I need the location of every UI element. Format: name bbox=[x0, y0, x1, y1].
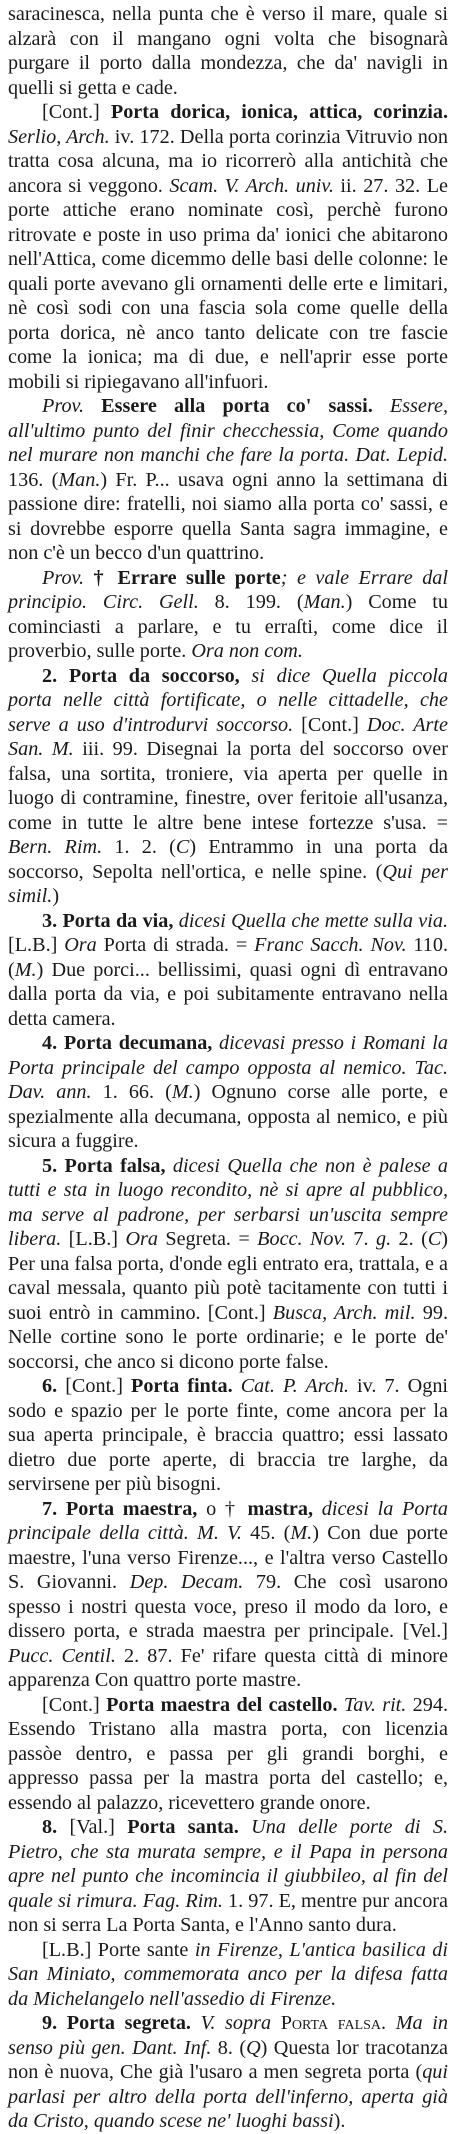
entry-italic-text: Busca, Arch. mil. bbox=[272, 1301, 416, 1324]
dictionary-entry bbox=[8, 1031, 448, 1154]
dictionary-entry bbox=[8, 566, 448, 664]
entry-italic-text: dicevasi presso i Romani la Porta principale del campo opposta al nemico. Tac. Dav. ann. bbox=[8, 1032, 448, 1103]
entry-italic-text: Ora bbox=[64, 934, 97, 956]
entry-italic-text: Franc Sacch. Nov. bbox=[254, 934, 407, 956]
entry-headword: 9. Porta segreta. bbox=[42, 2012, 191, 2034]
entry-italic-text: Dep. Decam. bbox=[129, 1571, 244, 1593]
entry-italic-text: dicesi Quella che non è palese a tutti e sta in luogo recondito, nè si apre al pubblico, ma serve al padrone, per serbarsi un'uscita sempre libera. bbox=[8, 1154, 448, 1250]
entry-italic-text: dicesi la Porta principale della città. M. V. bbox=[8, 1497, 448, 1544]
entry-text: ). bbox=[333, 2110, 346, 2132]
entry-italic-text: M. bbox=[14, 958, 37, 981]
entry-italic-text: qui parlasi per altro della porta dell'inferno, aperta già da Cristo, quando scese ne' luoghi bassi bbox=[8, 2061, 448, 2132]
dictionary-entry bbox=[8, 394, 448, 566]
entry-italic-text: C bbox=[175, 836, 190, 858]
entry-text: 2. ( bbox=[391, 1228, 428, 1250]
entry-headword: 2. Porta da soccorso, bbox=[42, 664, 240, 687]
entry-italic-text: C bbox=[427, 1228, 442, 1250]
entry-text: [Cont.] bbox=[42, 1693, 107, 1716]
entry-italic-text: Cat. P. Arch. bbox=[240, 1375, 349, 1397]
entry-text: 8. ( bbox=[211, 2036, 247, 2059]
entry-headword: Porta maestra del castello. bbox=[106, 1693, 338, 1716]
entry-headword: mastra, bbox=[247, 1497, 314, 1520]
entry-italic-text: Ma in senso più gen. Dant. Inf. bbox=[8, 2012, 448, 2059]
entry-italic-text: Qui per simil. bbox=[8, 860, 448, 907]
dictionary-entry bbox=[8, 1815, 448, 1938]
entry-headword: 8. bbox=[42, 1816, 70, 1838]
entry-text: [Cont.] bbox=[293, 713, 367, 736]
entry-text: o † bbox=[206, 1497, 248, 1520]
entry-headword: Porta dorica, ionica, attica, corinzia. bbox=[110, 101, 448, 123]
entry-text: saracinesca, nella punta che è verso il mare, quale si alzarà con il mangano ogni volta che bisognarà purgare il porto dalla mondezza, che da' navigli in quelli si getta e cade. bbox=[8, 3, 448, 99]
entry-text: ) Come tu cominciasti a parlare, e tu erraſti, come dice il proverbio, sulle porte. bbox=[8, 591, 448, 662]
entry-italic-text: ; e vale Errare dal principio. Circ. Gell. bbox=[8, 566, 448, 613]
entry-text: [L.B.] bbox=[61, 1228, 126, 1250]
dictionary-entry bbox=[8, 2, 448, 100]
dictionary-entry bbox=[8, 1693, 448, 1816]
entry-italic-text: Tav. rit. bbox=[343, 1693, 407, 1716]
entry-italic-text: V. sopra bbox=[190, 2012, 281, 2034]
entry-headword: 6. bbox=[42, 1375, 66, 1397]
entry-headword: 3. Porta da via, bbox=[42, 909, 174, 932]
entry-text: 136. ( bbox=[8, 468, 59, 491]
entry-italic-text: Man. bbox=[303, 591, 346, 613]
entry-headword: Essere alla porta co' sassi. bbox=[84, 395, 373, 417]
entry-headword: 4. Porta decumana, bbox=[42, 1032, 213, 1054]
entry-text: iv. 7. Ogni sodo e spazio per le porte finte, come ancora per la sua aperta principale, è braccia quattro; essi lassato dietro due porte aperte, di braccia tre larghe, da servirsene per più bisogni. bbox=[8, 1375, 449, 1495]
entry-text: 7. bbox=[346, 1228, 376, 1250]
entry-text: iv. 172. Della porta corinzia Vitruvio non tratta cosa alcuna, ma io ricorrerò alla antichità che ancora si veggono. bbox=[8, 125, 448, 197]
entry-italic-text: si dice Quella piccola porta nelle città fortificate, o nelle cittadelle, che serve a uso d'introdurvi soccorso. bbox=[8, 664, 448, 736]
entry-text: [L.B.] Porte sante bbox=[42, 1938, 195, 1961]
entry-italic-text: Prov. bbox=[42, 395, 85, 417]
entry-text: Porta di strada. = bbox=[96, 934, 255, 956]
entry-italic-text: Una delle porte di S. Pietro, che sta murata sempre, e il Papa in persona apre nel punto che incomincia il giubbileo, al fin del quale si rimura. Fag. Rim. bbox=[8, 1816, 448, 1912]
entry-text: Segreta. = bbox=[157, 1228, 258, 1250]
entry-text: ii. 27. 32. Le porte attiche erano nominate così, perchè furono ritrovate e poste in uso prima da' ionici che abitarono nell'Attica, come dicemmo delle basi delle colonne: le quali porte avevano gli ornamenti delle erte e limitari, nè così sodi con una fascia sola come quelle della porta dorica, nè anco tanto delicate con tre fascie come la ionica; ma di due, e nell'aprir esse porte mobili si ripiegavano all'infuori. bbox=[8, 174, 448, 393]
entry-italic-text: Q bbox=[246, 2036, 261, 2059]
entry-text: 1. 97. E, mentre pur ancora non si serra La Porta Santa, e l'Anno santo dura. bbox=[8, 1889, 448, 1936]
entry-italic-text: in Firenze, L'antica basilica di San Miniato, commemorata anco per la difesa fatta da Michelangelo nell'assedio di Firenze. bbox=[8, 1938, 448, 2010]
entry-text: ) Ognuno corse alle porte, e spezialmente alla decumana, opposta al nemico, e più sicura a fuggire. bbox=[8, 1081, 448, 1152]
entry-text: 110. ( bbox=[8, 934, 448, 981]
entry-italic-text: M. bbox=[290, 1522, 313, 1544]
entry-text: ) Fr. P... usava ogni anno la settimana di passione dire: fratelli, noi siamo alla porta co' sassi, e si dovrebbe esporre quella Santa sagra immagine, e non c'è un becco d'un quattrino. bbox=[8, 468, 448, 564]
dictionary-entry bbox=[8, 1497, 448, 1693]
entry-text: 294. Essendo Tristano alla mastra porta, con licenzia passòe dentro, e passa per gli grandi borghi, e appresso passa per la mastra porta del castello; e, essendo al palazzo, ricevettero grande onore. bbox=[8, 1693, 449, 1814]
entry-italic-text: Scam. V. Arch. univ. bbox=[169, 174, 334, 197]
entry-italic-text: Man. bbox=[58, 468, 101, 491]
entry-text: [Cont.] bbox=[65, 1375, 131, 1397]
entry-headword: Porta santa. bbox=[127, 1816, 239, 1838]
entry-italic-text: Pucc. Centil. bbox=[8, 1644, 116, 1667]
entry-text: ) Entrammo in una porta da soccorso, Sepolta nell'ortica, e nelle spine. ( bbox=[8, 836, 448, 883]
entry-italic-text: Doc. Arte San. M. bbox=[8, 713, 448, 760]
entry-italic-text: Bern. Rim. bbox=[8, 836, 103, 858]
entry-italic-text: Serlio, Arch. bbox=[8, 125, 110, 148]
entry-italic-text: g. bbox=[375, 1228, 392, 1250]
dictionary-entry bbox=[8, 909, 448, 1032]
entry-italic-text: Prov. bbox=[42, 566, 85, 589]
entry-text: 45. ( bbox=[241, 1522, 291, 1544]
entry-italic-text: Ora bbox=[125, 1228, 158, 1250]
entry-text: [Cont.] bbox=[42, 101, 111, 123]
entry-text: ) bbox=[52, 885, 60, 907]
entry-headword: 7. Porta maestra, bbox=[42, 1497, 207, 1520]
dictionary-entry bbox=[8, 1154, 448, 1375]
entry-italic-text: dicesi Quella che mette sulla via. bbox=[173, 909, 449, 932]
entry-text: 1. 66. ( bbox=[91, 1081, 172, 1103]
entry-text: 1. 2. ( bbox=[102, 836, 176, 858]
entry-text: ) Due porci... bellissimi, quasi ogni dì entravano dalla porta da via, e poi subitamente entravano nella detta camera. bbox=[8, 958, 448, 1030]
entry-headword: Porta finta. bbox=[130, 1375, 233, 1397]
dictionary-entry bbox=[8, 100, 448, 394]
entry-headword: † Errare sulle porte bbox=[84, 566, 281, 589]
entry-text: ) Per una falsa porta, d'onde egli entrato era, trattala, e a caval messala, quanto più potè tacitamente con tutti i suoi entrò in cammino. [Cont.] bbox=[8, 1228, 449, 1324]
entry-text: 8. 199. ( bbox=[198, 591, 304, 613]
entry-text: 2. 87. Fe' rifare questa città di minore apparenza Con quattro porte mastre. bbox=[8, 1644, 448, 1691]
entry-text: ) Con due porte maestre, l'una verso Firenze..., e l'altra verso Castello S. Giovanni. bbox=[8, 1522, 448, 1593]
dictionary-entry bbox=[8, 664, 448, 909]
entry-text: [Val.] bbox=[69, 1816, 128, 1838]
entry-cross-reference: Porta falsa. bbox=[280, 2012, 387, 2034]
entry-text: 99. Nelle cortine sono le porte ordinarie; e le porte de' soccorsi, che anco si dicono porte false. bbox=[8, 1301, 449, 1373]
entry-italic-text: Ora non com. bbox=[191, 640, 303, 662]
entry-text: ) Questa lor tracotanza non è nuova, Che già l'usaro a men segreta porta ( bbox=[8, 2036, 449, 2083]
dictionary-entry bbox=[8, 1374, 448, 1497]
entry-text bbox=[233, 1375, 241, 1397]
entry-italic-text: M. bbox=[171, 1081, 194, 1103]
entry-italic-text: Essere, all'ultimo punto del finir checchessia, Come quando nel murare non manchi che fare la porta. Dat. Lepid. bbox=[8, 395, 448, 466]
dictionary-entry bbox=[8, 2011, 448, 2134]
entry-italic-text: Bocc. Nov. bbox=[257, 1228, 347, 1250]
entry-text: iii. 99. Disegnai la porta del soccorso over falsa, una sortita, troniere, via aperta per quelle in luogo di contramine, finestre, over feritoie all'usanza, come in tutte le altre bene intese fortezze s'usa. = bbox=[8, 738, 448, 834]
entry-text: [L.B.] bbox=[8, 934, 65, 956]
entry-text: 79. Che così usarono spesso i nostri questa voce, preso il modo da loro, e dissero porta, e strada maestra per principale. [Vel.] bbox=[8, 1571, 449, 1642]
entry-headword: 5. Porta falsa, bbox=[42, 1154, 166, 1177]
dictionary-entry bbox=[8, 1938, 448, 2012]
